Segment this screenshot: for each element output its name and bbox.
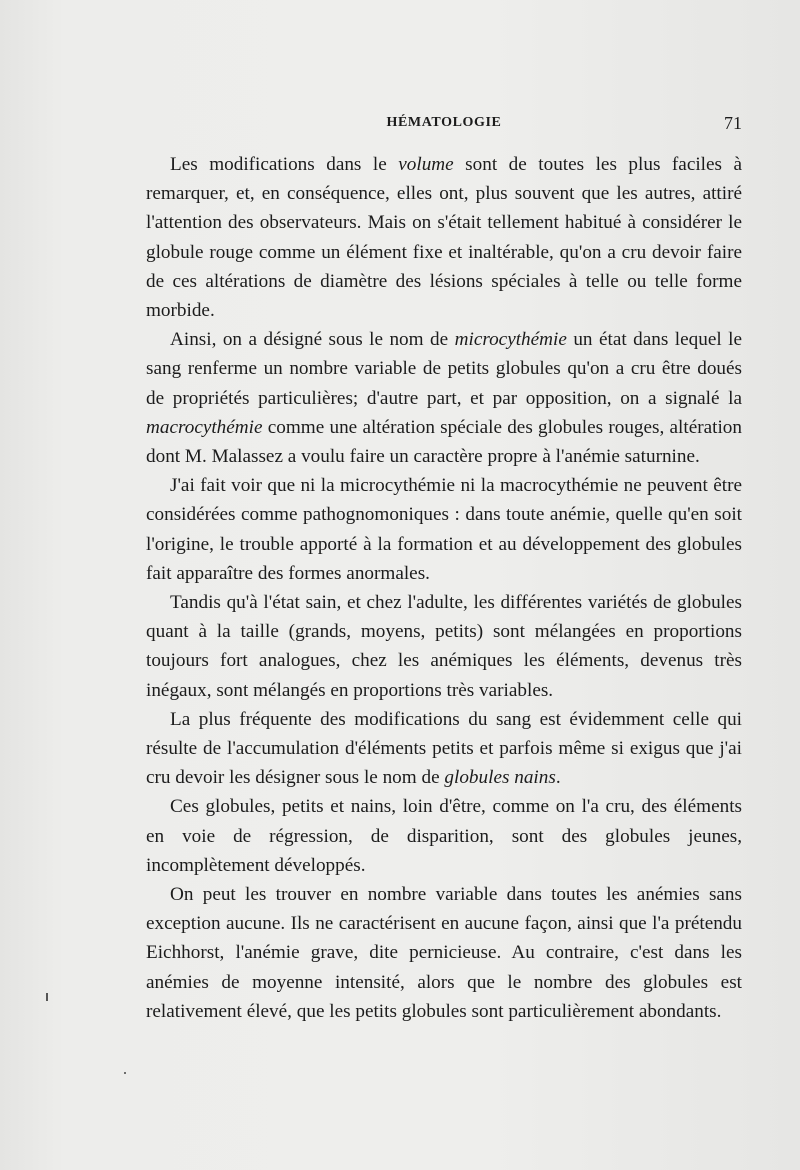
page-number: 71	[724, 113, 742, 133]
paragraph-2-text-end: comme une altération spéciale des globules rouges, altération dont M. Malassez a voulu faire un caractère propre à l'anémie saturnine.	[146, 416, 742, 468]
paragraph-1	[146, 150, 742, 325]
italic-term-microcythemie: microcythémie	[454, 329, 567, 351]
paragraph-1-text: Les modifications dans le	[170, 154, 399, 175]
italic-term-globules-nains: globules nains	[444, 767, 556, 789]
paragraph-1-text-cont: sont de toutes les plus faciles à remarquer, et, en conséquence, elles ont, plus souvent que les autres, attiré l'attention des observateurs. Mais on s'était tellement habitué à considérer le globule rouge comme un élément fixe et inaltérable, qu'on a cru devoir faire de ces altérations de diamètre des lésions spéciales à telle ou telle forme morbide.	[146, 154, 742, 322]
margin-dot	[124, 1072, 126, 1074]
paragraph-5-text: La plus fréquente des modifications du sang est évidemment celle qui résulte de l'accumulation d'éléments petits et parfois même si exigus que j'ai cru devoir les désigner sous le nom de	[146, 708, 742, 789]
paragraph-5-text-end: .	[555, 767, 561, 789]
paragraph-3: J'ai fait voir que ni la microcythémie ni la macrocythémie ne peuvent être considérées comme pathognomoniques : dans toute anémie, quelle qu'en soit l'origine, le trouble apporté à la formation et au développement des globules fait apparaître des formes anormales.	[146, 475, 742, 584]
paragraph-2-text-cont: un état dans lequel le sang renferme un nombre variable de petits globules qu'on a cru être doués de propriétés particulières; d'autre part, et par opposition, on a signalé la	[146, 329, 742, 409]
italic-term-volume: volume	[398, 154, 454, 175]
paragraph-2-text: Ainsi, on a désigné sous le nom de	[170, 329, 455, 351]
body-text	[146, 150, 742, 1026]
running-title: HÉMATOLOGIE	[386, 115, 502, 130]
page-header	[146, 115, 742, 139]
paragraph-5	[146, 705, 742, 793]
paragraph-7: On peut les trouver en nombre variable dans toutes les anémies sans exception aucune. Ils ne caractérisent en aucune façon, ainsi que l'a prétendu Eichhorst, l'anémie grave, dite pernicieuse. Au contraire, c'est dans les anémies de moyenne intensité, alors que le nombre des globules est relativement élevé, que les petits globules sont particulièrement abondants.	[146, 884, 742, 1022]
italic-term-macrocythemie: macrocythémie	[146, 416, 263, 438]
margin-mark	[46, 993, 48, 1001]
paragraph-2	[146, 325, 742, 471]
paragraph-6: Ces globules, petits et nains, loin d'être, comme on l'a cru, des éléments en voie de régression, de disparition, sont des globules jeunes, incomplètement développés.	[146, 796, 742, 876]
paragraph-4: Tandis qu'à l'état sain, et chez l'adulte, les différentes variétés de globules quant à la taille (grands, moyens, petits) sont mélangées en proportions toujours fort analogues, chez les anémiques les éléments, devenus très inégaux, sont mélangés en proportions très variables.	[146, 592, 742, 701]
